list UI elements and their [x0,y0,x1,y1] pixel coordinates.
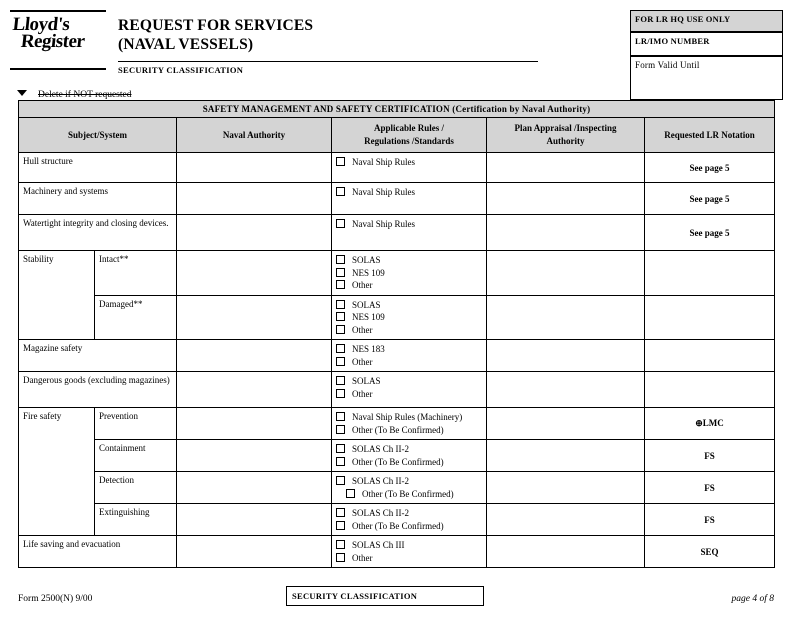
applicable-rules-cell [332,472,487,504]
option-label: SOLAS Ch III [352,540,405,550]
table-row [19,440,775,472]
applicable-rules-cell [332,295,487,340]
naval-authority-cell[interactable] [177,372,332,408]
table-row [19,504,775,536]
checkbox-icon[interactable] [336,376,345,385]
naval-authority-cell[interactable] [177,504,332,536]
requested-notation-cell: SEQ [645,536,775,568]
row-subject: Machinery and systems [19,183,177,215]
page-title [118,16,498,54]
option-label: Naval Ship Rules (Machinery) [352,412,463,422]
applicable-rules-cell [332,340,487,372]
column-header-subject-system: Subject/System [19,118,177,153]
applicable-rules-cell [332,215,487,251]
delete-if-not-requested-note [38,90,131,100]
option-row[interactable] [336,456,482,469]
option-row[interactable] [336,443,482,456]
column-header-applicable-rules [332,118,487,153]
table-row [19,536,775,568]
row-subject: Watertight integrity and closing devices. [19,215,177,251]
requested-notation-cell: FS [645,472,775,504]
plan-appraisal-cell[interactable] [487,372,645,408]
security-classification-header: SECURITY CLASSIFICATION [118,61,538,75]
plan-appraisal-cell[interactable] [487,153,645,183]
row-subsubject: Prevention [95,408,177,440]
option-label: SOLAS [352,376,381,386]
checkbox-icon[interactable] [336,280,345,289]
checkbox-icon[interactable] [336,389,345,398]
row-subject: Fire safety [19,408,95,536]
row-subject: Stability [19,251,95,340]
applicable-rules-cell [332,440,487,472]
table-row [19,295,775,340]
plan-appraisal-cell[interactable] [487,340,645,372]
row-subject: Hull structure [19,153,177,183]
option-label: Other [352,388,373,399]
plan-appraisal-cell[interactable] [487,504,645,536]
table-row [19,153,775,183]
checkbox-icon[interactable] [336,521,345,530]
table-row [19,472,775,504]
option-row[interactable] [336,311,482,324]
option-row[interactable] [336,388,482,401]
lloyds-register-logo [10,10,106,70]
table-banner-row [19,101,775,118]
option-label: Other [352,324,373,335]
option-label: NES 109 [352,267,385,278]
table-banner: SAFETY MANAGEMENT AND SAFETY CERTIFICATION (Certification by Naval Authority) [19,101,775,118]
column-header-plan-appraisal-line1: Plan Appraisal /Inspecting [514,123,617,133]
checkbox-icon[interactable] [336,357,345,366]
title-line-1: REQUEST FOR SERVICES [118,17,314,34]
column-header-plan-appraisal-line2: Authority [546,136,585,146]
table-row [19,215,775,251]
delete-note-text: Delete if NOT requested [38,90,132,100]
naval-authority-cell[interactable] [177,472,332,504]
applicable-rules-cell [332,408,487,440]
plan-appraisal-cell[interactable] [487,215,645,251]
row-subsubject: Intact** [95,251,177,296]
row-subject: Magazine safety [19,340,177,372]
plan-appraisal-cell[interactable] [487,251,645,296]
naval-authority-cell[interactable] [177,408,332,440]
checkbox-icon[interactable] [336,425,345,434]
safety-management-table [18,100,775,568]
checkbox-icon[interactable] [336,255,345,264]
requested-notation-cell: FS [645,440,775,472]
checkbox-icon[interactable] [336,553,345,562]
option-label: NES 183 [352,344,385,354]
naval-authority-cell[interactable] [177,215,332,251]
table-row [19,372,775,408]
checkbox-icon[interactable] [336,508,345,517]
option-label: NES 109 [352,312,385,322]
option-label: SOLAS [352,255,381,265]
table-row [19,251,775,296]
table-header-row [19,118,775,153]
requested-notation-cell [645,372,775,408]
option-row[interactable] [336,267,482,280]
naval-authority-cell[interactable] [177,251,332,296]
form-valid-until-box[interactable]: Form Valid Until [630,56,783,100]
plan-appraisal-cell[interactable] [487,295,645,340]
option-row[interactable] [336,156,482,169]
naval-authority-cell[interactable] [177,153,332,183]
option-row[interactable] [336,552,482,565]
requested-notation-cell: FS [645,504,775,536]
checkbox-icon[interactable] [346,489,355,498]
logo-line-1: Lloyd's [11,14,71,35]
option-row[interactable] [336,520,482,533]
applicable-rules-cell [332,504,487,536]
option-label: Other [352,280,373,290]
checkbox-icon[interactable] [336,325,345,334]
checkbox-icon[interactable] [336,444,345,453]
row-subject: Dangerous goods (excluding magazines) [19,372,177,408]
requested-notation-cell [645,251,775,296]
option-label: Naval Ship Rules [352,187,415,197]
column-header-requested-lr-notation: Requested LR Notation [645,118,775,153]
page-number: page 4 of 8 [731,594,774,604]
option-label: Other (To Be Confirmed) [362,488,454,499]
naval-authority-cell[interactable] [177,340,332,372]
option-label: SOLAS Ch II-2 [352,444,410,454]
option-row[interactable] [336,279,482,292]
delete-note-triangle-icon [17,90,27,96]
checkbox-icon[interactable] [336,540,345,549]
plan-appraisal-cell[interactable] [487,408,645,440]
checkbox-icon[interactable] [336,187,345,196]
applicable-rules-cell [332,251,487,296]
option-label: SOLAS Ch II-2 [352,508,410,518]
form-header [10,8,783,90]
option-label: Naval Ship Rules [352,157,415,167]
option-row[interactable] [336,356,482,369]
row-subsubject: Damaged** [95,295,177,340]
option-row[interactable] [336,218,482,231]
applicable-rules-cell [332,372,487,408]
row-subject: Life saving and evacuation [19,536,177,568]
row-subsubject: Containment [95,440,177,472]
option-row[interactable] [336,299,482,312]
option-row[interactable] [336,411,482,424]
checkbox-icon[interactable] [336,268,345,277]
naval-authority-cell[interactable] [177,295,332,340]
checkbox-icon[interactable] [336,344,345,353]
lr-hq-use-only-box: FOR LR HQ USE ONLY [630,10,783,32]
table-row [19,408,775,440]
plan-appraisal-cell[interactable] [487,440,645,472]
column-header-applicable-rules-line1: Applicable Rules / [373,123,444,133]
option-label: Other [352,552,373,563]
checkbox-icon[interactable] [336,157,345,166]
security-classification-footer: SECURITY CLASSIFICATION [286,586,484,606]
naval-authority-cell[interactable] [177,440,332,472]
checkbox-icon[interactable] [336,300,345,309]
table-row [19,183,775,215]
naval-authority-cell[interactable] [177,183,332,215]
checkbox-icon[interactable] [336,412,345,421]
requested-notation-cell: See page 5 [645,183,775,215]
option-row[interactable] [336,507,482,520]
column-header-applicable-rules-line2: Regulations /Standards [364,136,454,146]
option-label: Other (To Be Confirmed) [352,520,444,531]
option-row[interactable] [336,375,482,388]
form-reference: Form 2500(N) 9/00 [18,594,93,604]
requested-notation-cell: See page 5 [645,153,775,183]
checkbox-icon[interactable] [336,476,345,485]
column-header-naval-authority: Naval Authority [177,118,332,153]
row-subsubject: Extinguishing [95,504,177,536]
checkbox-icon[interactable] [336,312,345,321]
option-row[interactable] [336,254,482,267]
lr-imo-number-box[interactable]: LR/IMO NUMBER [630,32,783,56]
title-line-2: (NAVAL VESSELS) [118,36,254,53]
naval-authority-cell[interactable] [177,536,332,568]
row-subsubject: Detection [95,472,177,504]
option-row[interactable] [336,324,482,337]
option-row[interactable] [336,539,482,552]
option-row[interactable] [336,343,482,356]
applicable-rules-cell [332,536,487,568]
requested-notation-cell [645,295,775,340]
column-header-plan-appraisal [487,118,645,153]
requested-notation-cell [645,340,775,372]
applicable-rules-cell [332,183,487,215]
logo-line-2: Register [19,31,86,52]
table-row [19,340,775,372]
plan-appraisal-cell[interactable] [487,183,645,215]
option-label: Other (To Be Confirmed) [352,456,444,467]
option-row[interactable] [336,424,482,437]
option-row[interactable] [336,186,482,199]
checkbox-icon[interactable] [336,457,345,466]
option-label: SOLAS Ch II-2 [352,476,410,486]
option-label: Naval Ship Rules [352,219,415,229]
applicable-rules-cell [332,153,487,183]
option-label: Other (To Be Confirmed) [352,424,444,435]
requested-notation-cell: ⊕LMC [645,408,775,440]
plan-appraisal-cell[interactable] [487,536,645,568]
option-label: Other [352,356,373,367]
option-row[interactable] [336,475,482,488]
option-label: SOLAS [352,299,381,310]
option-row[interactable] [336,488,482,501]
plan-appraisal-cell[interactable] [487,472,645,504]
checkbox-icon[interactable] [336,219,345,228]
requested-notation-cell: See page 5 [645,215,775,251]
